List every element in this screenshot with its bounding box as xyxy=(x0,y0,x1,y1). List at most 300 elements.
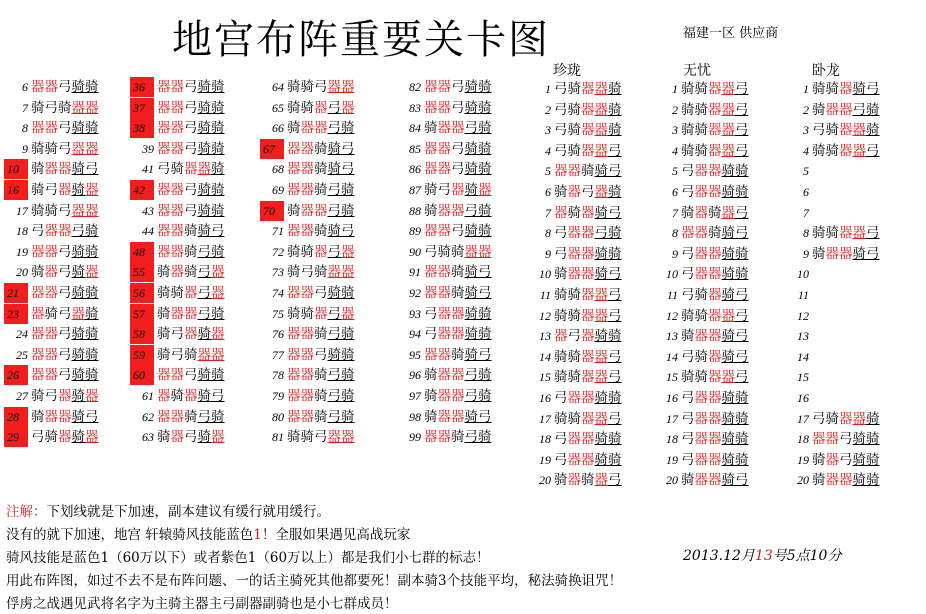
level-number: 16 xyxy=(539,391,551,405)
level-number: 41 xyxy=(142,162,154,177)
unit-sequence: 骑器骑弓器 xyxy=(157,264,225,281)
date-part-a: 2013.12月 xyxy=(683,548,755,564)
formation-row xyxy=(130,324,225,344)
formation-row xyxy=(260,139,355,159)
formation-row xyxy=(654,100,749,120)
level-number: 8 xyxy=(672,226,678,241)
unit-sequence: 骑骑弓器器 xyxy=(287,429,355,446)
level-number: 88 xyxy=(409,203,421,218)
level-number: 7 xyxy=(672,205,678,220)
unit-sequence: 骑骑器器弓 xyxy=(681,81,749,97)
formation-row xyxy=(654,409,749,429)
formation-row xyxy=(260,159,355,179)
formation-row xyxy=(397,427,492,447)
unit-sequence: 器器弓骑骑 xyxy=(287,285,355,301)
unit-sequence: 器器弓骑骑 xyxy=(424,161,492,178)
level-number: 19 xyxy=(539,452,551,467)
formation-row xyxy=(130,262,225,282)
formation-row xyxy=(397,324,492,344)
formation-row xyxy=(527,388,622,408)
formation-row xyxy=(260,221,355,241)
formation-row xyxy=(4,159,99,179)
unit-sequence: 器器弓骑骑 xyxy=(287,346,355,363)
unit-sequence: 器器骑骑弓 xyxy=(287,223,355,240)
level-number: 91 xyxy=(409,265,421,280)
header-wolong: 卧龙 xyxy=(812,63,840,79)
formation-row xyxy=(130,159,225,179)
formation-row xyxy=(4,221,99,241)
unit-sequence: 弓器器骑骑 xyxy=(681,266,749,283)
formation-row xyxy=(654,120,749,140)
formation-row xyxy=(130,201,225,221)
unit-sequence: 骑骑器器弓 xyxy=(554,307,622,324)
level-number: 10 xyxy=(539,267,551,282)
level-number: 17 xyxy=(539,411,551,426)
level-number: 12 xyxy=(539,308,551,323)
unit-sequence: 骑器弓骑骑 xyxy=(812,451,880,468)
level-number-highlighted: 10 xyxy=(4,159,28,179)
note-text-2a: 没有的就下加速，地宫 轩辕骑风技能蓝色 xyxy=(6,527,254,543)
formation-row xyxy=(130,242,225,262)
unit-sequence: 器器弓骑骑 xyxy=(157,202,225,219)
level-number: 18 xyxy=(539,432,551,447)
formation-row xyxy=(785,347,812,367)
level-number: 4 xyxy=(545,143,551,158)
formation-row xyxy=(397,180,492,200)
unit-sequence: 器器弓骑骑 xyxy=(31,326,99,343)
level-number: 44 xyxy=(142,224,154,239)
note-line-5: 俘虏之战遇见武将名字为主骑主器主弓副器副骑也是小七群成员！ xyxy=(6,596,398,612)
level-number: 9 xyxy=(545,246,551,261)
unit-sequence: 器器弓骑骑 xyxy=(812,431,880,448)
formation-row xyxy=(527,409,622,429)
level-number: 7 xyxy=(545,205,551,220)
level-number: 71 xyxy=(272,224,284,239)
level-number: 4 xyxy=(672,143,678,158)
formation-row xyxy=(4,345,99,365)
level-number: 84 xyxy=(409,121,421,136)
formation-row xyxy=(130,304,225,324)
level-number: 93 xyxy=(409,306,421,321)
level-number: 96 xyxy=(409,368,421,383)
unit-sequence: 器器弓骑骑 xyxy=(31,243,99,260)
unit-sequence: 骑器器弓骑 xyxy=(424,202,492,219)
unit-sequence: 骑骑器器弓 xyxy=(681,307,749,324)
level-number: 19 xyxy=(16,244,28,259)
level-number: 8 xyxy=(22,121,28,136)
formation-row xyxy=(527,120,622,140)
unit-sequence: 器器骑弓骑 xyxy=(287,388,355,404)
formation-row xyxy=(654,450,749,470)
unit-sequence: 骑骑器器弓 xyxy=(554,287,622,303)
formation-row xyxy=(260,386,355,406)
level-number-highlighted: 67 xyxy=(260,139,284,159)
date-part-b: 号5点10分 xyxy=(772,548,842,564)
formation-row xyxy=(130,283,225,303)
level-number: 66 xyxy=(272,121,284,136)
unit-sequence: 弓器器骑骑 xyxy=(681,245,749,262)
level-number: 12 xyxy=(797,308,809,323)
level-number: 72 xyxy=(272,244,284,259)
formation-row xyxy=(527,429,622,449)
level-number: 73 xyxy=(272,265,284,280)
formation-row xyxy=(260,98,355,118)
level-number: 10 xyxy=(797,267,809,282)
unit-sequence: 骑弓骑器器 xyxy=(287,264,355,281)
formation-row xyxy=(527,264,622,284)
level-number: 9 xyxy=(803,246,809,261)
note-line-1 xyxy=(6,500,330,520)
level-number: 3 xyxy=(672,123,678,138)
level-number: 3 xyxy=(545,123,551,138)
formation-row xyxy=(4,324,99,344)
formation-row xyxy=(4,139,99,159)
level-number: 95 xyxy=(409,347,421,362)
unit-sequence: 器器弓骑骑 xyxy=(157,182,225,198)
level-number: 2 xyxy=(803,102,809,117)
unit-sequence: 骑弓器骑器 xyxy=(31,388,99,404)
note-text-1: 下划线就是下加速，副本建议有缓行就用缓行。 xyxy=(46,504,330,520)
formation-row xyxy=(527,100,622,120)
level-number-highlighted: 38 xyxy=(130,118,154,138)
unit-sequence: 器器弓骑骑 xyxy=(31,120,99,137)
level-number: 8 xyxy=(545,226,551,241)
unit-sequence: 骑弓器骑器 xyxy=(31,182,99,198)
level-number: 64 xyxy=(272,80,284,94)
formation-row xyxy=(260,407,355,427)
unit-sequence: 弓器器骑骑 xyxy=(554,245,622,262)
unit-sequence: 弓骑器骑弓 xyxy=(681,348,749,365)
level-number: 74 xyxy=(272,286,284,300)
formation-row xyxy=(654,367,749,387)
unit-sequence: 器器弓骑骑 xyxy=(157,140,225,157)
formation-row xyxy=(654,388,749,408)
level-number: 15 xyxy=(539,370,551,385)
level-number: 87 xyxy=(409,183,421,197)
unit-sequence: 器器弓骑骑 xyxy=(31,285,99,301)
level-number: 2 xyxy=(672,102,678,117)
unit-sequence: 器器弓骑骑 xyxy=(31,367,99,384)
unit-sequence: 骑弓骑器器 xyxy=(31,99,99,116)
level-number: 18 xyxy=(797,432,809,447)
date-day: 13 xyxy=(754,548,773,564)
unit-sequence: 器器骑弓骑 xyxy=(287,326,355,343)
level-number: 76 xyxy=(272,327,284,342)
level-number: 39 xyxy=(142,141,154,156)
level-number-highlighted: 70 xyxy=(260,201,284,221)
level-number: 18 xyxy=(666,432,678,447)
formation-row xyxy=(654,306,749,326)
subtitle: 福建一区 供应商 xyxy=(683,26,779,41)
level-number-highlighted: 21 xyxy=(4,283,28,303)
level-number: 5 xyxy=(545,164,551,179)
unit-sequence: 骑骑器器弓 xyxy=(812,225,880,242)
formation-row xyxy=(785,388,812,408)
formation-row xyxy=(527,450,622,470)
formation-row xyxy=(4,98,99,118)
formation-row xyxy=(130,365,225,385)
unit-sequence: 器骑器骑弓 xyxy=(554,204,622,221)
level-number: 94 xyxy=(409,327,421,342)
unit-sequence: 器骑弓器骑 xyxy=(31,305,99,322)
formation-row xyxy=(654,141,749,161)
page-title: 地宫布阵重要关卡图 xyxy=(172,17,550,63)
unit-sequence: 弓骑骑器器 xyxy=(424,243,492,260)
formation-row xyxy=(785,470,880,490)
level-number: 2 xyxy=(545,102,551,117)
unit-sequence: 骑器骑器弓 xyxy=(681,204,749,221)
unit-sequence: 弓器器弓骑 xyxy=(554,225,622,242)
formation-row xyxy=(397,221,492,241)
level-number: 75 xyxy=(272,306,284,321)
unit-sequence: 骑器弓器骑 xyxy=(554,184,622,200)
formation-row xyxy=(527,244,622,264)
unit-sequence: 骑弓器骑器 xyxy=(157,326,225,343)
formation-row xyxy=(130,427,225,447)
unit-sequence: 骑器骑器弓 xyxy=(554,472,622,489)
formation-row xyxy=(654,182,749,202)
level-number-highlighted: 29 xyxy=(4,427,28,447)
level-number: 14 xyxy=(666,349,678,364)
formation-row xyxy=(4,304,99,324)
note-text-2b: ！全服如果遇见高战玩家 xyxy=(261,527,411,543)
level-number: 16 xyxy=(666,391,678,405)
unit-sequence: 骑骑弓器器 xyxy=(31,202,99,219)
level-number: 14 xyxy=(797,349,809,364)
unit-sequence: 弓骑器骑器 xyxy=(31,429,99,446)
unit-sequence: 骑骑器弓器 xyxy=(287,99,355,116)
unit-sequence: 器器弓骑骑 xyxy=(31,79,99,95)
level-number: 9 xyxy=(672,246,678,261)
level-number: 8 xyxy=(803,226,809,241)
level-number: 13 xyxy=(797,329,809,344)
formation-row xyxy=(654,203,749,223)
formation-row xyxy=(4,118,99,138)
unit-sequence: 弓骑器骑弓 xyxy=(681,287,749,303)
unit-sequence: 骑骑器器弓 xyxy=(812,142,880,159)
unit-sequence: 弓器器骑骑 xyxy=(554,431,622,448)
formation-row xyxy=(4,407,99,427)
level-number: 13 xyxy=(539,329,551,344)
unit-sequence: 器弓器骑骑 xyxy=(554,328,622,345)
level-number: 25 xyxy=(16,347,28,362)
unit-sequence: 弓骑器器骑 xyxy=(554,101,622,118)
formation-row xyxy=(527,223,622,243)
unit-sequence: 骑器器弓骑 xyxy=(287,120,355,137)
formation-row xyxy=(785,264,812,284)
formation-row xyxy=(785,141,880,161)
unit-sequence: 器器弓骑骑 xyxy=(157,79,225,95)
unit-sequence: 器器弓骑骑 xyxy=(157,367,225,384)
formation-row xyxy=(785,306,812,326)
formation-row xyxy=(130,386,225,406)
unit-sequence: 器骑器骑弓 xyxy=(157,388,225,404)
level-number: 1 xyxy=(672,82,678,96)
unit-sequence: 骑骑器骑弓 xyxy=(812,81,880,97)
formation-row xyxy=(397,77,492,97)
level-number: 1 xyxy=(545,82,551,96)
formation-row xyxy=(527,182,622,202)
unit-sequence: 骑器器弓骑 xyxy=(424,120,492,137)
unit-sequence: 弓骑器器骑 xyxy=(157,161,225,178)
level-number-highlighted: 60 xyxy=(130,365,154,385)
note-label: 注解： xyxy=(6,504,47,520)
formation-row xyxy=(785,367,812,387)
formation-row xyxy=(785,203,812,223)
level-number: 11 xyxy=(797,288,809,302)
unit-sequence: 骑骑器弓器 xyxy=(287,243,355,260)
unit-sequence: 骑器器骑弓 xyxy=(681,472,749,489)
unit-sequence: 骑器器骑骑 xyxy=(812,472,880,489)
unit-sequence: 器器弓骑骑 xyxy=(31,346,99,363)
unit-sequence: 骑骑弓器器 xyxy=(31,140,99,157)
formation-row xyxy=(785,450,880,470)
unit-sequence: 骑弓器骑器 xyxy=(424,182,492,198)
formation-row xyxy=(4,242,99,262)
formation-row xyxy=(4,262,99,282)
unit-sequence: 器器弓骑骑 xyxy=(424,99,492,116)
level-number: 82 xyxy=(409,80,421,94)
unit-sequence: 弓器器骑骑 xyxy=(554,451,622,468)
level-number-highlighted: 58 xyxy=(130,324,154,344)
formation-row xyxy=(785,223,880,243)
level-number-highlighted: 36 xyxy=(130,77,154,97)
unit-sequence: 弓骑器器骑 xyxy=(554,122,622,139)
unit-sequence: 弓器器骑骑 xyxy=(681,451,749,468)
level-number: 98 xyxy=(409,409,421,424)
unit-sequence: 器器骑弓骑 xyxy=(157,243,225,260)
formation-row xyxy=(397,118,492,138)
unit-sequence: 弓器器骑骑 xyxy=(681,184,749,200)
unit-sequence: 骑骑器器弓 xyxy=(554,410,622,427)
level-number: 19 xyxy=(666,452,678,467)
formation-row xyxy=(654,223,749,243)
formation-row xyxy=(260,324,355,344)
formation-row xyxy=(785,244,880,264)
unit-sequence: 器器骑弓骑 xyxy=(287,367,355,384)
level-number: 20 xyxy=(539,473,551,488)
unit-sequence: 骑器器弓骑 xyxy=(157,305,225,322)
formation-row xyxy=(397,365,492,385)
formation-row xyxy=(130,77,225,97)
formation-row xyxy=(785,79,880,99)
formation-row xyxy=(785,285,812,305)
level-number: 7 xyxy=(22,100,28,115)
level-number: 11 xyxy=(539,288,551,302)
unit-sequence: 弓器器骑骑 xyxy=(681,410,749,427)
level-number: 80 xyxy=(272,409,284,424)
formation-row xyxy=(130,139,225,159)
level-number: 24 xyxy=(16,327,28,342)
note-line-2 xyxy=(6,523,410,543)
unit-sequence: 骑骑器器弓 xyxy=(681,101,749,118)
formation-row xyxy=(527,79,622,99)
formation-row xyxy=(527,141,622,161)
level-number: 79 xyxy=(272,389,284,403)
formation-row xyxy=(4,365,99,385)
unit-sequence: 弓器器骑骑 xyxy=(424,305,492,322)
level-number-highlighted: 37 xyxy=(130,98,154,118)
formation-row xyxy=(527,285,622,305)
level-number: 65 xyxy=(272,100,284,115)
level-number: 17 xyxy=(16,203,28,218)
unit-sequence: 器器弓骑骑 xyxy=(424,140,492,157)
level-number-highlighted: 16 xyxy=(4,180,28,200)
level-number: 27 xyxy=(16,389,28,403)
level-number: 62 xyxy=(142,409,154,424)
level-number: 7 xyxy=(803,205,809,220)
formation-row xyxy=(785,161,812,181)
formation-row xyxy=(130,180,225,200)
formation-row xyxy=(785,409,880,429)
level-number: 69 xyxy=(272,183,284,197)
level-number: 89 xyxy=(409,224,421,239)
formation-row xyxy=(130,407,225,427)
level-number: 17 xyxy=(797,411,809,426)
formation-row xyxy=(397,304,492,324)
unit-sequence: 骑骑器弓器 xyxy=(287,305,355,322)
formation-row xyxy=(527,367,622,387)
unit-sequence: 器器骑骑弓 xyxy=(554,163,622,180)
level-number: 63 xyxy=(142,430,154,445)
unit-sequence: 骑器器弓骑 xyxy=(424,367,492,384)
formation-row xyxy=(4,180,99,200)
level-number: 20 xyxy=(797,473,809,488)
unit-sequence: 器器弓骑骑 xyxy=(157,120,225,137)
level-number: 19 xyxy=(797,452,809,467)
formation-row xyxy=(654,244,749,264)
formation-row xyxy=(397,159,492,179)
level-number: 68 xyxy=(272,162,284,177)
level-number: 5 xyxy=(803,164,809,179)
formation-row xyxy=(260,201,355,221)
level-number-highlighted: 48 xyxy=(130,242,154,262)
unit-sequence: 骑器器骑弓 xyxy=(681,328,749,345)
level-number: 92 xyxy=(409,286,421,300)
unit-sequence: 器器骑骑弓 xyxy=(287,140,355,157)
level-number: 14 xyxy=(539,349,551,364)
level-number: 6 xyxy=(672,185,678,199)
formation-row xyxy=(654,285,749,305)
level-number: 1 xyxy=(803,82,809,96)
unit-sequence: 器器骑弓骑 xyxy=(287,182,355,198)
unit-sequence: 骑骑器器弓 xyxy=(681,369,749,386)
level-number: 17 xyxy=(666,411,678,426)
formation-row xyxy=(397,262,492,282)
level-number-highlighted: 57 xyxy=(130,304,154,324)
formation-row xyxy=(260,118,355,138)
level-number: 12 xyxy=(666,308,678,323)
unit-sequence: 骑器器弓骑 xyxy=(812,101,880,118)
formation-row xyxy=(785,429,880,449)
level-number: 16 xyxy=(797,391,809,405)
level-number: 15 xyxy=(666,370,678,385)
formation-row xyxy=(397,98,492,118)
unit-sequence: 骑器器骑弓 xyxy=(812,245,880,262)
unit-sequence: 弓骑器器骑 xyxy=(554,81,622,97)
formation-row xyxy=(397,242,492,262)
header-zhenlong: 珍珑 xyxy=(553,63,581,79)
formation-row xyxy=(527,347,622,367)
unit-sequence: 弓器器骑骑 xyxy=(681,390,749,406)
unit-sequence: 弓器器骑骑 xyxy=(681,163,749,180)
unit-sequence: 弓器器骑骑 xyxy=(424,326,492,343)
formation-row xyxy=(4,427,99,447)
formation-row xyxy=(260,365,355,385)
unit-sequence: 弓骑器器骑 xyxy=(812,410,880,427)
formation-row xyxy=(527,470,622,490)
formation-row xyxy=(397,345,492,365)
